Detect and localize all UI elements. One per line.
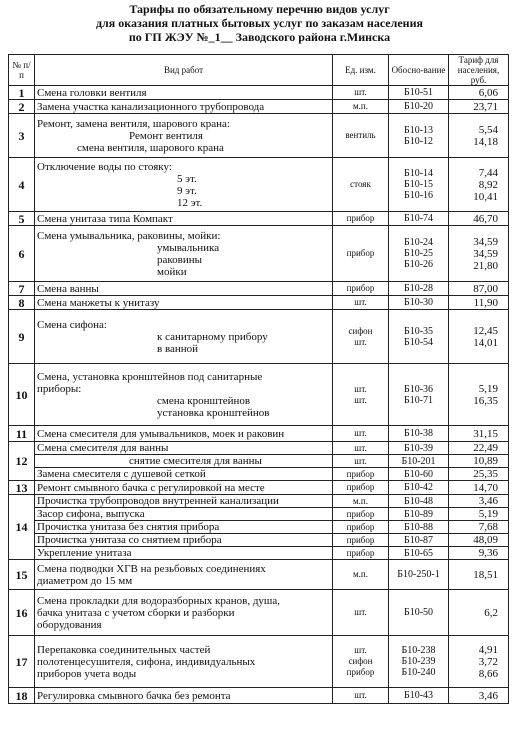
basis-code: Б10-24 Б10-25 Б10-26 — [389, 226, 449, 282]
work-name: снятие смесителя для ванны — [35, 455, 333, 468]
price: 5,19 16,35 — [449, 364, 509, 426]
price: 22,49 — [449, 442, 509, 455]
row-number: 12 — [9, 442, 35, 481]
basis-code: Б10-65 — [389, 547, 449, 560]
work-name: Прочистка трубопроводов внутренней канализации — [35, 495, 333, 508]
work-name: Ремонт, замена вентиля, шарового крана: Ремонт вентиля смена вентиля, шарового крана — [35, 114, 333, 158]
row-number: 9 — [9, 310, 35, 364]
basis-code: Б10-28 — [389, 282, 449, 296]
table-row — [9, 547, 509, 560]
work-name: Смена умывальника, раковины, мойки: умывальника раковины мойки — [35, 226, 333, 282]
basis-code: Б10-35 Б10-54 — [389, 310, 449, 364]
row-number: 13 — [9, 481, 35, 495]
work-name: Смена подводки ХГВ на резьбовых соединениях диаметром до 15 мм — [35, 560, 333, 590]
price: 12,45 14,01 — [449, 310, 509, 364]
unit: вентиль — [333, 114, 389, 158]
tariff-table — [8, 54, 509, 704]
basis-code: Б10-20 — [389, 100, 449, 114]
work-name: Смена головки вентиля — [35, 86, 333, 100]
table-row — [9, 455, 509, 468]
price: 3,46 — [449, 688, 509, 704]
basis-code: Б10-43 — [389, 688, 449, 704]
basis-code: Б10-36 Б10-71 — [389, 364, 449, 426]
work-name: Смена унитаза типа Компакт — [35, 212, 333, 226]
unit: м.п. — [333, 100, 389, 114]
table-row — [9, 442, 509, 455]
work-name: Перепаковка соединительных частей полотенцесушителя, сифона, индивидуальных приборов учета воды — [35, 636, 333, 688]
basis-code: Б10-38 — [389, 426, 449, 442]
title-line-1: Тарифы по обязательному перечню видов услуг — [129, 2, 390, 16]
basis-code: Б10-48 — [389, 495, 449, 508]
basis-code: Б10-238 Б10-239 Б10-240 — [389, 636, 449, 688]
table-row — [9, 508, 509, 521]
table-row — [9, 226, 509, 282]
basis-code: Б10-42 — [389, 481, 449, 495]
row-number: 7 — [9, 282, 35, 296]
row-number: 2 — [9, 100, 35, 114]
work-name: Отключение воды по стояку: 5 эт. 9 эт. 12 эт. — [35, 158, 333, 212]
unit: прибор — [333, 521, 389, 534]
table-row — [9, 495, 509, 508]
row-number: 16 — [9, 590, 35, 636]
work-name: Прочистка унитаза со снятием прибора — [35, 534, 333, 547]
basis-code: Б10-87 — [389, 534, 449, 547]
work-name: Засор сифона, выпуска — [35, 508, 333, 521]
basis-code: Б10-89 — [389, 508, 449, 521]
work-name: Смена сифона: к санитарному прибору в ванной — [35, 310, 333, 364]
unit: прибор — [333, 226, 389, 282]
row-number: 15 — [9, 560, 35, 590]
basis-code: Б10-60 — [389, 468, 449, 481]
work-name: Смена, установка кронштейнов под санитарные приборы: смена кронштейнов установка кронштейнов — [35, 364, 333, 426]
table-row — [9, 282, 509, 296]
table-row — [9, 114, 509, 158]
unit: шт. — [333, 688, 389, 704]
unit: шт. — [333, 590, 389, 636]
work-name: Смена ванны — [35, 282, 333, 296]
basis-code: Б10-88 — [389, 521, 449, 534]
work-name: Замена смесителя с душевой сеткой — [35, 468, 333, 481]
price: 6,2 — [449, 590, 509, 636]
unit: прибор — [333, 212, 389, 226]
unit: шт. — [333, 426, 389, 442]
price: 6,06 — [449, 86, 509, 100]
table-row — [9, 364, 509, 426]
price: 10,89 — [449, 455, 509, 468]
basis-code: Б10-39 — [389, 442, 449, 455]
unit: стояк — [333, 158, 389, 212]
row-number: 8 — [9, 296, 35, 310]
unit: шт. — [333, 455, 389, 468]
table-row — [9, 521, 509, 534]
unit: прибор — [333, 481, 389, 495]
table-row — [9, 86, 509, 100]
unit: прибор — [333, 282, 389, 296]
table-row — [9, 560, 509, 590]
unit: шт. шт. — [333, 364, 389, 426]
price: 4,91 3,72 8,66 — [449, 636, 509, 688]
work-name: Прочистка унитаза без снятия прибора — [35, 521, 333, 534]
unit: прибор — [333, 508, 389, 521]
row-number: 17 — [9, 636, 35, 688]
price: 87,00 — [449, 282, 509, 296]
work-name: Смена смесителя для умывальников, моек и раковин — [35, 426, 333, 442]
header-tariff: Тариф для населения, руб. — [449, 55, 509, 86]
price: 34,59 34,59 21,80 — [449, 226, 509, 282]
unit: прибор — [333, 468, 389, 481]
price: 14,70 — [449, 481, 509, 495]
table-row — [9, 296, 509, 310]
basis-code: Б10-13 Б10-12 — [389, 114, 449, 158]
table-row — [9, 534, 509, 547]
basis-code: Б10-74 — [389, 212, 449, 226]
price: 46,70 — [449, 212, 509, 226]
unit: прибор — [333, 534, 389, 547]
row-number: 6 — [9, 226, 35, 282]
unit: шт. — [333, 442, 389, 455]
table-row — [9, 158, 509, 212]
table-header-row — [9, 55, 509, 86]
row-number: 14 — [9, 495, 35, 560]
unit: шт. сифон прибор — [333, 636, 389, 688]
row-number: 10 — [9, 364, 35, 426]
work-name: Регулировка смывного бачка без ремонта — [35, 688, 333, 704]
unit: м.п. — [333, 560, 389, 590]
table-row — [9, 310, 509, 364]
row-number: 11 — [9, 426, 35, 442]
price: 7,44 8,92 10,41 — [449, 158, 509, 212]
row-number: 18 — [9, 688, 35, 704]
price: 5,19 — [449, 508, 509, 521]
row-number: 1 — [9, 86, 35, 100]
work-name: Смена манжеты к унитазу — [35, 296, 333, 310]
unit: прибор — [333, 547, 389, 560]
table-row — [9, 636, 509, 688]
table-row — [9, 426, 509, 442]
price: 48,09 — [449, 534, 509, 547]
basis-code: Б10-250-1 — [389, 560, 449, 590]
header-work: Вид работ — [35, 55, 333, 86]
work-name: Ремонт смывного бачка с регулировкой на месте — [35, 481, 333, 495]
price: 7,68 — [449, 521, 509, 534]
row-number: 5 — [9, 212, 35, 226]
price: 18,51 — [449, 560, 509, 590]
document-title — [0, 0, 519, 44]
basis-code: Б10-51 — [389, 86, 449, 100]
table-row — [9, 688, 509, 704]
table-row — [9, 100, 509, 114]
table-row — [9, 481, 509, 495]
unit: м.п. — [333, 495, 389, 508]
unit: сифон шт. — [333, 310, 389, 364]
basis-code: Б10-201 — [389, 455, 449, 468]
price: 11,90 — [449, 296, 509, 310]
basis-code: Б10-14 Б10-15 Б10-16 — [389, 158, 449, 212]
work-name: Укрепление унитаза — [35, 547, 333, 560]
table-row — [9, 468, 509, 481]
price: 9,36 — [449, 547, 509, 560]
unit: шт. — [333, 296, 389, 310]
work-name: Смена прокладки для водоразборных кранов, душа, бачка унитаза с учетом сборки и разборки оборудования — [35, 590, 333, 636]
table-row — [9, 212, 509, 226]
basis-code: Б10-30 — [389, 296, 449, 310]
header-unit: Ед. изм. — [333, 55, 389, 86]
price: 25,35 — [449, 468, 509, 481]
price: 23,71 — [449, 100, 509, 114]
title-line-3: по ГП ЖЭУ №_1__ Заводского района г.Минска — [128, 30, 391, 44]
unit: шт. — [333, 86, 389, 100]
price: 3,46 — [449, 495, 509, 508]
header-num: № п/п — [9, 55, 35, 86]
title-line-2: для оказания платных бытовых услуг по заказам населения — [95, 16, 424, 30]
work-name: Смена смесителя для ванны — [35, 442, 333, 455]
row-number: 3 — [9, 114, 35, 158]
price: 31,15 — [449, 426, 509, 442]
work-name: Замена участка канализационного трубопровода — [35, 100, 333, 114]
basis-code: Б10-50 — [389, 590, 449, 636]
header-basis: Обосно-вание — [389, 55, 449, 86]
table-row — [9, 590, 509, 636]
row-number: 4 — [9, 158, 35, 212]
price: 5,54 14,18 — [449, 114, 509, 158]
